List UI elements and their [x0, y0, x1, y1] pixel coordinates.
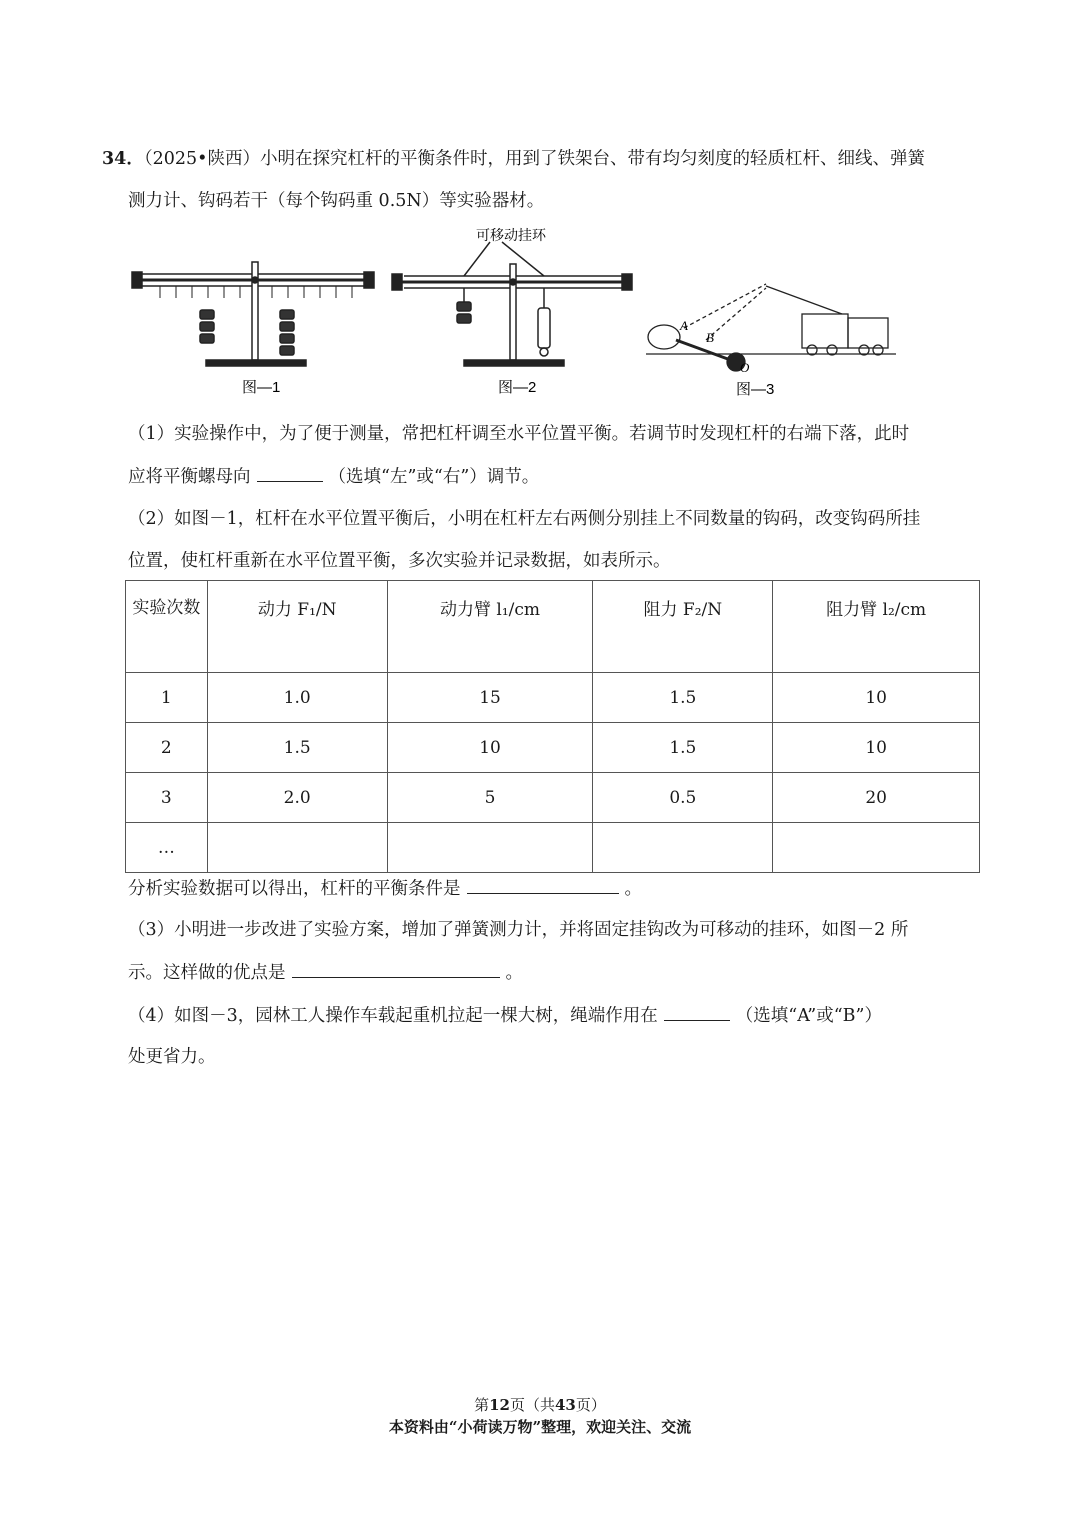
part4-line1-post: （选填“A”或“B”） — [735, 1006, 882, 1026]
analysis-post: 。 — [624, 879, 642, 899]
part3-line2-post: 。 — [505, 963, 523, 983]
table-cell: 5 — [387, 773, 593, 823]
table-header: 动力臂 l₁/cm — [387, 581, 593, 673]
figure-2-caption: 图—2 — [498, 379, 537, 396]
fig3-point-o: O — [740, 360, 750, 375]
table-cell: 1.0 — [207, 673, 387, 723]
figures-area — [126, 222, 906, 402]
table-cell: 2.0 — [207, 773, 387, 823]
table-cell — [387, 823, 593, 873]
page-number-post: 页） — [575, 1396, 606, 1414]
fig3-point-a: A — [680, 318, 688, 333]
analysis-answer-blank[interactable] — [467, 876, 619, 894]
table-cell — [207, 823, 387, 873]
table-row — [126, 823, 980, 873]
table-cell: 10 — [387, 723, 593, 773]
fig3-point-b: B — [706, 330, 714, 345]
part4-line1-pre: （4）如图－3，园林工人操作车载起重机拉起一棵大树，绳端作用在 — [128, 1006, 658, 1026]
table-cell — [593, 823, 773, 873]
table-row — [126, 773, 980, 823]
part1-answer-blank[interactable] — [257, 464, 323, 482]
table-row — [126, 723, 980, 773]
data-table — [125, 580, 980, 873]
table-cell: 1.5 — [593, 723, 773, 773]
table-cell: 10 — [773, 673, 980, 723]
part2-line1: （2）如图－1，杠杆在水平位置平衡后，小明在杠杆左右两侧分别挂上不同数量的钩码，改变钩码所挂 — [128, 509, 921, 529]
footer-note: 本资料由“小荷读万物”整理，欢迎关注、交流 — [388, 1418, 692, 1436]
analysis-line — [128, 876, 988, 901]
question-intro — [102, 138, 982, 222]
table-header: 阻力 F₂/N — [593, 581, 773, 673]
part4-answer-blank[interactable] — [664, 1003, 730, 1021]
table-cell: 3 — [126, 773, 208, 823]
table-header: 阻力臂 l₂/cm — [773, 581, 980, 673]
table-cell — [773, 823, 980, 873]
table-cell: 1 — [126, 673, 208, 723]
fig2-movable-ring-label: 可移动挂环 — [476, 227, 546, 243]
table-header: 动力 F₁/N — [207, 581, 387, 673]
part1-line1: （1）实验操作中，为了便于测量，常把杠杆调至水平位置平衡。若调节时发现杠杆的右端下落，此时 — [128, 424, 910, 444]
part4-line1 — [128, 1003, 988, 1028]
intro-line-2: 测力计、钩码若干（每个钩码重 0.5N）等实验器材。 — [128, 191, 545, 211]
table-cell: 10 — [773, 723, 980, 773]
table-header: 实验次数 — [126, 581, 208, 673]
intro-line-1: （2025•陕西）小明在探究杠杆的平衡条件时，用到了铁架台、带有均匀刻度的轻质杠杆、细线、弹簧 — [143, 149, 925, 169]
analysis-pre: 分析实验数据可以得出，杠杆的平衡条件是 — [128, 879, 461, 899]
figure-3-caption: 图—3 — [736, 381, 775, 398]
table-row — [126, 673, 980, 723]
table-cell: 1.5 — [593, 673, 773, 723]
part1-line2 — [128, 464, 988, 489]
part1-line2-pre: 应将平衡螺母向 — [128, 467, 251, 487]
table-cell: … — [126, 823, 208, 873]
table-cell: 1.5 — [207, 723, 387, 773]
page-current: 12 — [489, 1396, 510, 1414]
part1-line2-post: （选填“左”或“右”）调节。 — [328, 467, 540, 487]
table-cell: 20 — [773, 773, 980, 823]
part3-line2-pre: 示。这样做的优点是 — [128, 963, 286, 983]
page-number — [0, 1394, 1080, 1415]
table-cell: 0.5 — [593, 773, 773, 823]
part2-line2: 位置，使杠杆重新在水平位置平衡，多次实验并记录数据，如表所示。 — [128, 551, 671, 571]
part4-line2: 处更省力。 — [128, 1047, 216, 1067]
part3-line2 — [128, 960, 988, 985]
page-number-mid: 页（共 — [509, 1396, 555, 1414]
table-cell: 15 — [387, 673, 593, 723]
lever-figures — [126, 222, 906, 402]
table-header-row — [126, 581, 980, 673]
figure-1-lever — [132, 262, 374, 366]
question-number: 34． — [102, 149, 144, 169]
figure-1-caption: 图—1 — [242, 379, 281, 396]
figure-2-lever — [392, 242, 632, 366]
part3-answer-blank[interactable] — [292, 960, 500, 978]
part3-line1: （3）小明进一步改进了实验方案，增加了弹簧测力计，并将固定挂钩改为可移动的挂环，如图－2 所 — [128, 920, 909, 940]
table-cell: 2 — [126, 723, 208, 773]
page-total: 43 — [555, 1396, 576, 1414]
page-number-pre: 第 — [474, 1396, 490, 1414]
